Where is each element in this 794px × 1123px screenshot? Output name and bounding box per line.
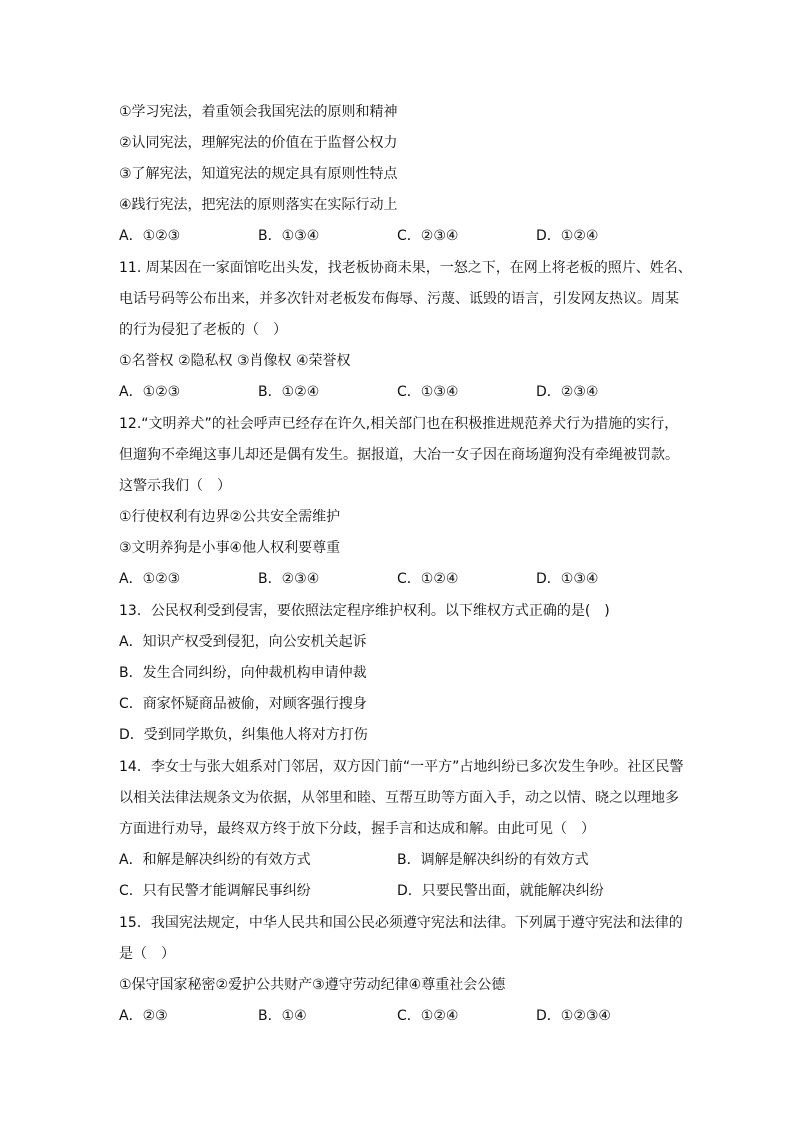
q13-option-d: D．受到同学欺负，纠集他人将对方打伤 [119,727,368,743]
q15-option-a: A．②③ [119,1008,168,1024]
q12-stem-line-3: 这警示我们（ ） [119,478,231,494]
q11-stem-line-1: 11. 周某因在一家面馆吃出头发，找老板协商未果，一怒之下，在网上将老板的照片、姓名、 [119,260,692,276]
q12-stem-line-2: 但遛狗不牵绳这事儿却还是偶有发生。据报道，大冶一女子因在商场遛狗没有牵绳被罚款。 [119,447,679,463]
q11-option-b: B．①②④ [258,384,320,400]
q11-option-d: D．②③④ [536,384,599,400]
q13-stem: 13．公民权利受到侵害，要依照法定程序维护权利。以下维权方式正确的是( ) [119,603,610,619]
q12-items-line-1: ①行使权利有边界②公共安全需维护 [119,509,341,525]
q11-stem-line-3: 的行为侵犯了老板的（ ） [119,322,287,338]
q11-option-c: C．①③④ [397,384,459,400]
q11-stem-line-2: 电话号码等公布出来，并多次针对老板发布侮辱、污蔑、诋毁的语言，引发网友热议。周某 [119,291,679,307]
q14-option-b: B．调解是解决纠纷的有效方式 [397,852,589,868]
q15-stem-line-1: 15．我国宪法规定，中华人民共和国公民必须遵守宪法和法律。下列属于遵守宪法和法律的 [119,915,683,931]
q13-option-c: C．商家怀疑商品被偷，对顾客强行搜身 [119,696,367,712]
q14-stem-line-2: 以相关法律法规条文为依据，从邻里和睦、互帮互助等方面入手，动之以情、晓之以理地多 [119,790,679,806]
q11-option-a: A．①②③ [119,384,181,400]
q12-option-a: A．①②③ [119,571,181,587]
q14-option-a: A．和解是解决纠纷的有效方式 [119,852,311,868]
q10-option-a: A．①②③ [119,228,181,244]
q15-stem-line-2: 是（ ） [119,946,175,962]
q14-option-d: D．只要民警出面，就能解决纠纷 [397,883,604,899]
q15-option-b: B．①④ [258,1008,307,1024]
q12-stem-line-1: 12.“文明养犬”的社会呼声已经存在许久,相关部门也在积极推进规范养犬行为措施的实行， [119,416,679,432]
q12-option-d: D．①③④ [536,571,599,587]
q15-option-c: C．①②④ [397,1008,459,1024]
q12-option-b: B．②③④ [258,571,320,587]
q15-items: ①保守国家秘密②爱护公共财产③遵守劳动纪律④尊重社会公德 [119,977,506,993]
q13-option-a: A．知识产权受到侵犯，向公安机关起诉 [119,634,367,650]
q14-option-c: C．只有民警才能调解民事纠纷 [119,883,311,899]
q10-item-3: ③了解宪法，知道宪法的规定具有原则性特点 [119,166,398,182]
q10-option-b: B．①③④ [258,228,320,244]
q10-item-2: ②认同宪法，理解宪法的价值在于监督公权力 [119,135,398,151]
q12-items-line-2: ③文明养狗是小事④他人权利要尊重 [119,540,341,556]
q12-option-c: C．①②④ [397,571,459,587]
q14-stem-line-1: 14．李女士与张大姐系对门邻居，双方因门前“一平方”占地纠纷已多次发生争吵。社区民警 [119,759,684,775]
q11-items: ①名誉权 ②隐私权 ③肖像权 ④荣誉权 [119,353,351,369]
q10-item-4: ④践行宪法，把宪法的原则落实在实际行动上 [119,197,398,213]
q13-option-b: B．发生合同纠纷，向仲裁机构申请仲裁 [119,665,367,681]
q10-option-c: C．②③④ [397,228,459,244]
q14-stem-line-3: 方面进行劝导，最终双方终于放下分歧，握手言和达成和解。由此可见（ ） [119,821,595,837]
q10-option-d: D．①②④ [536,228,599,244]
q15-option-d: D．①②③④ [536,1008,611,1024]
q10-item-1: ①学习宪法，着重领会我国宪法的原则和精神 [119,104,398,120]
